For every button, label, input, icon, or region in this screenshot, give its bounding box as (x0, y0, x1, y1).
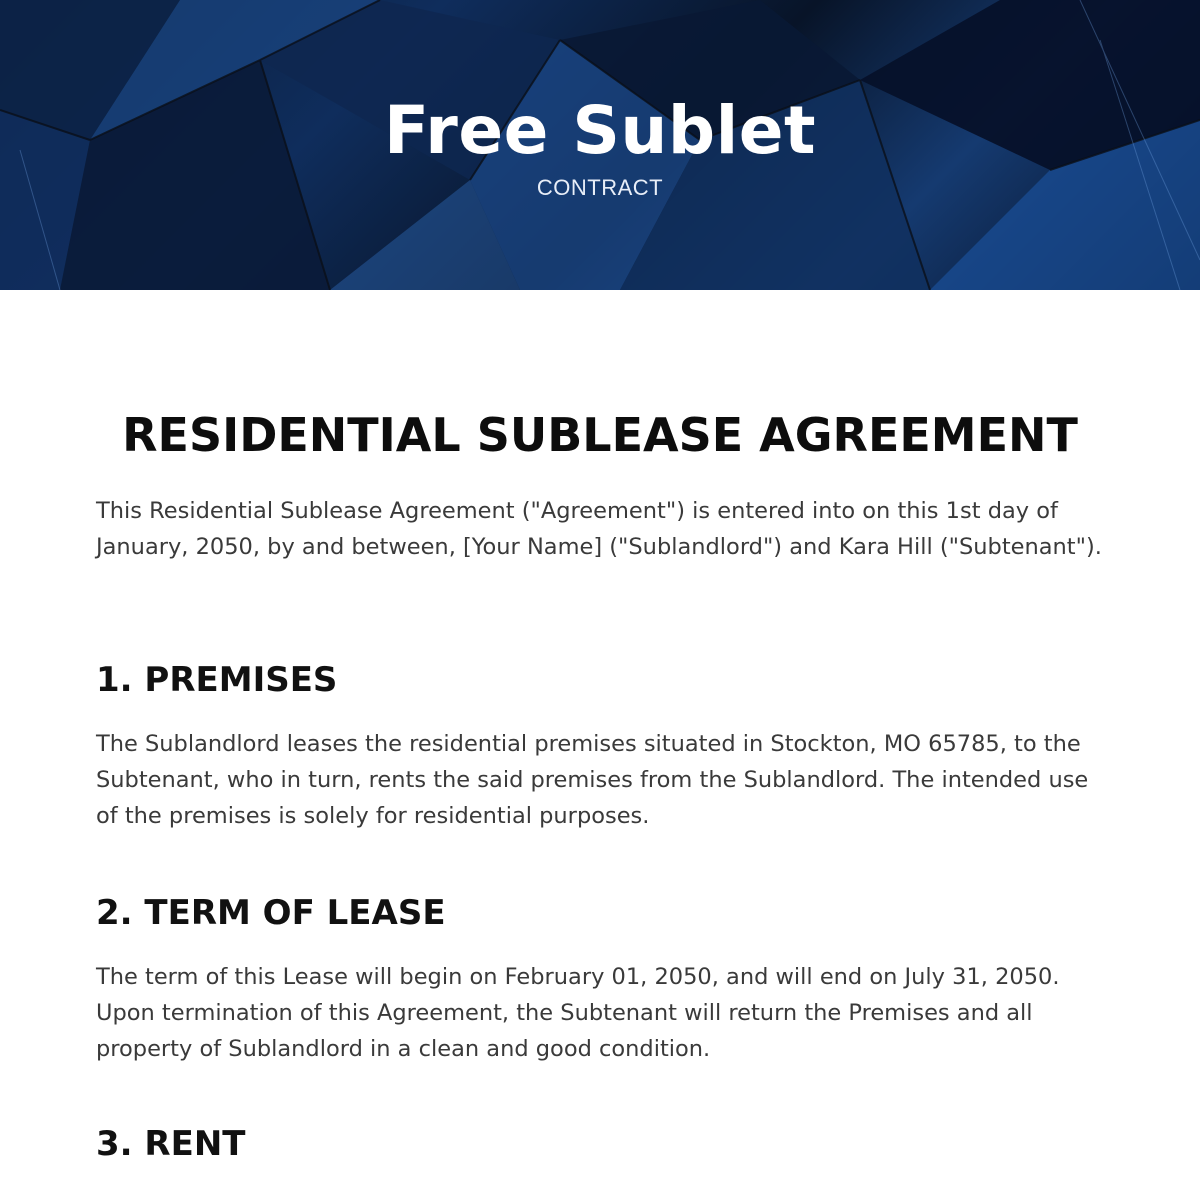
section-heading-rent: 3. RENT (96, 1124, 246, 1164)
section-heading-term: 2. TERM OF LEASE (96, 893, 446, 933)
section-body-term: The term of this Lease will begin on February 01, 2050, and will end on July 31, 2050. Upon termination of this Agreement, the Subtenant will return the Premises and all property of Sublandlord in a clean and good condition. (96, 964, 1060, 1062)
section-body-premises: The Sublandlord leases the residential premises situated in Stockton, MO 65785, to the Subtenant, who in turn, rents the said premises from the Sublandlord. The intended use of the premises is solely for residential purposes. (96, 731, 1089, 829)
banner-subtitle: CONTRACT (536, 175, 664, 200)
intro-paragraph: This Residential Sublease Agreement ("Agreement") is entered into on this 1st day of January, 2050, by and between, [Your Name] ("Sublandlord") and Kara Hill ("Subtenant"). (96, 498, 1102, 560)
header-banner (0, 0, 1200, 290)
document-title: RESIDENTIAL SUBLEASE AGREEMENT (122, 408, 1078, 462)
section-heading-premises: 1. PREMISES (96, 660, 338, 700)
banner-title: Free Sublet (383, 92, 817, 169)
